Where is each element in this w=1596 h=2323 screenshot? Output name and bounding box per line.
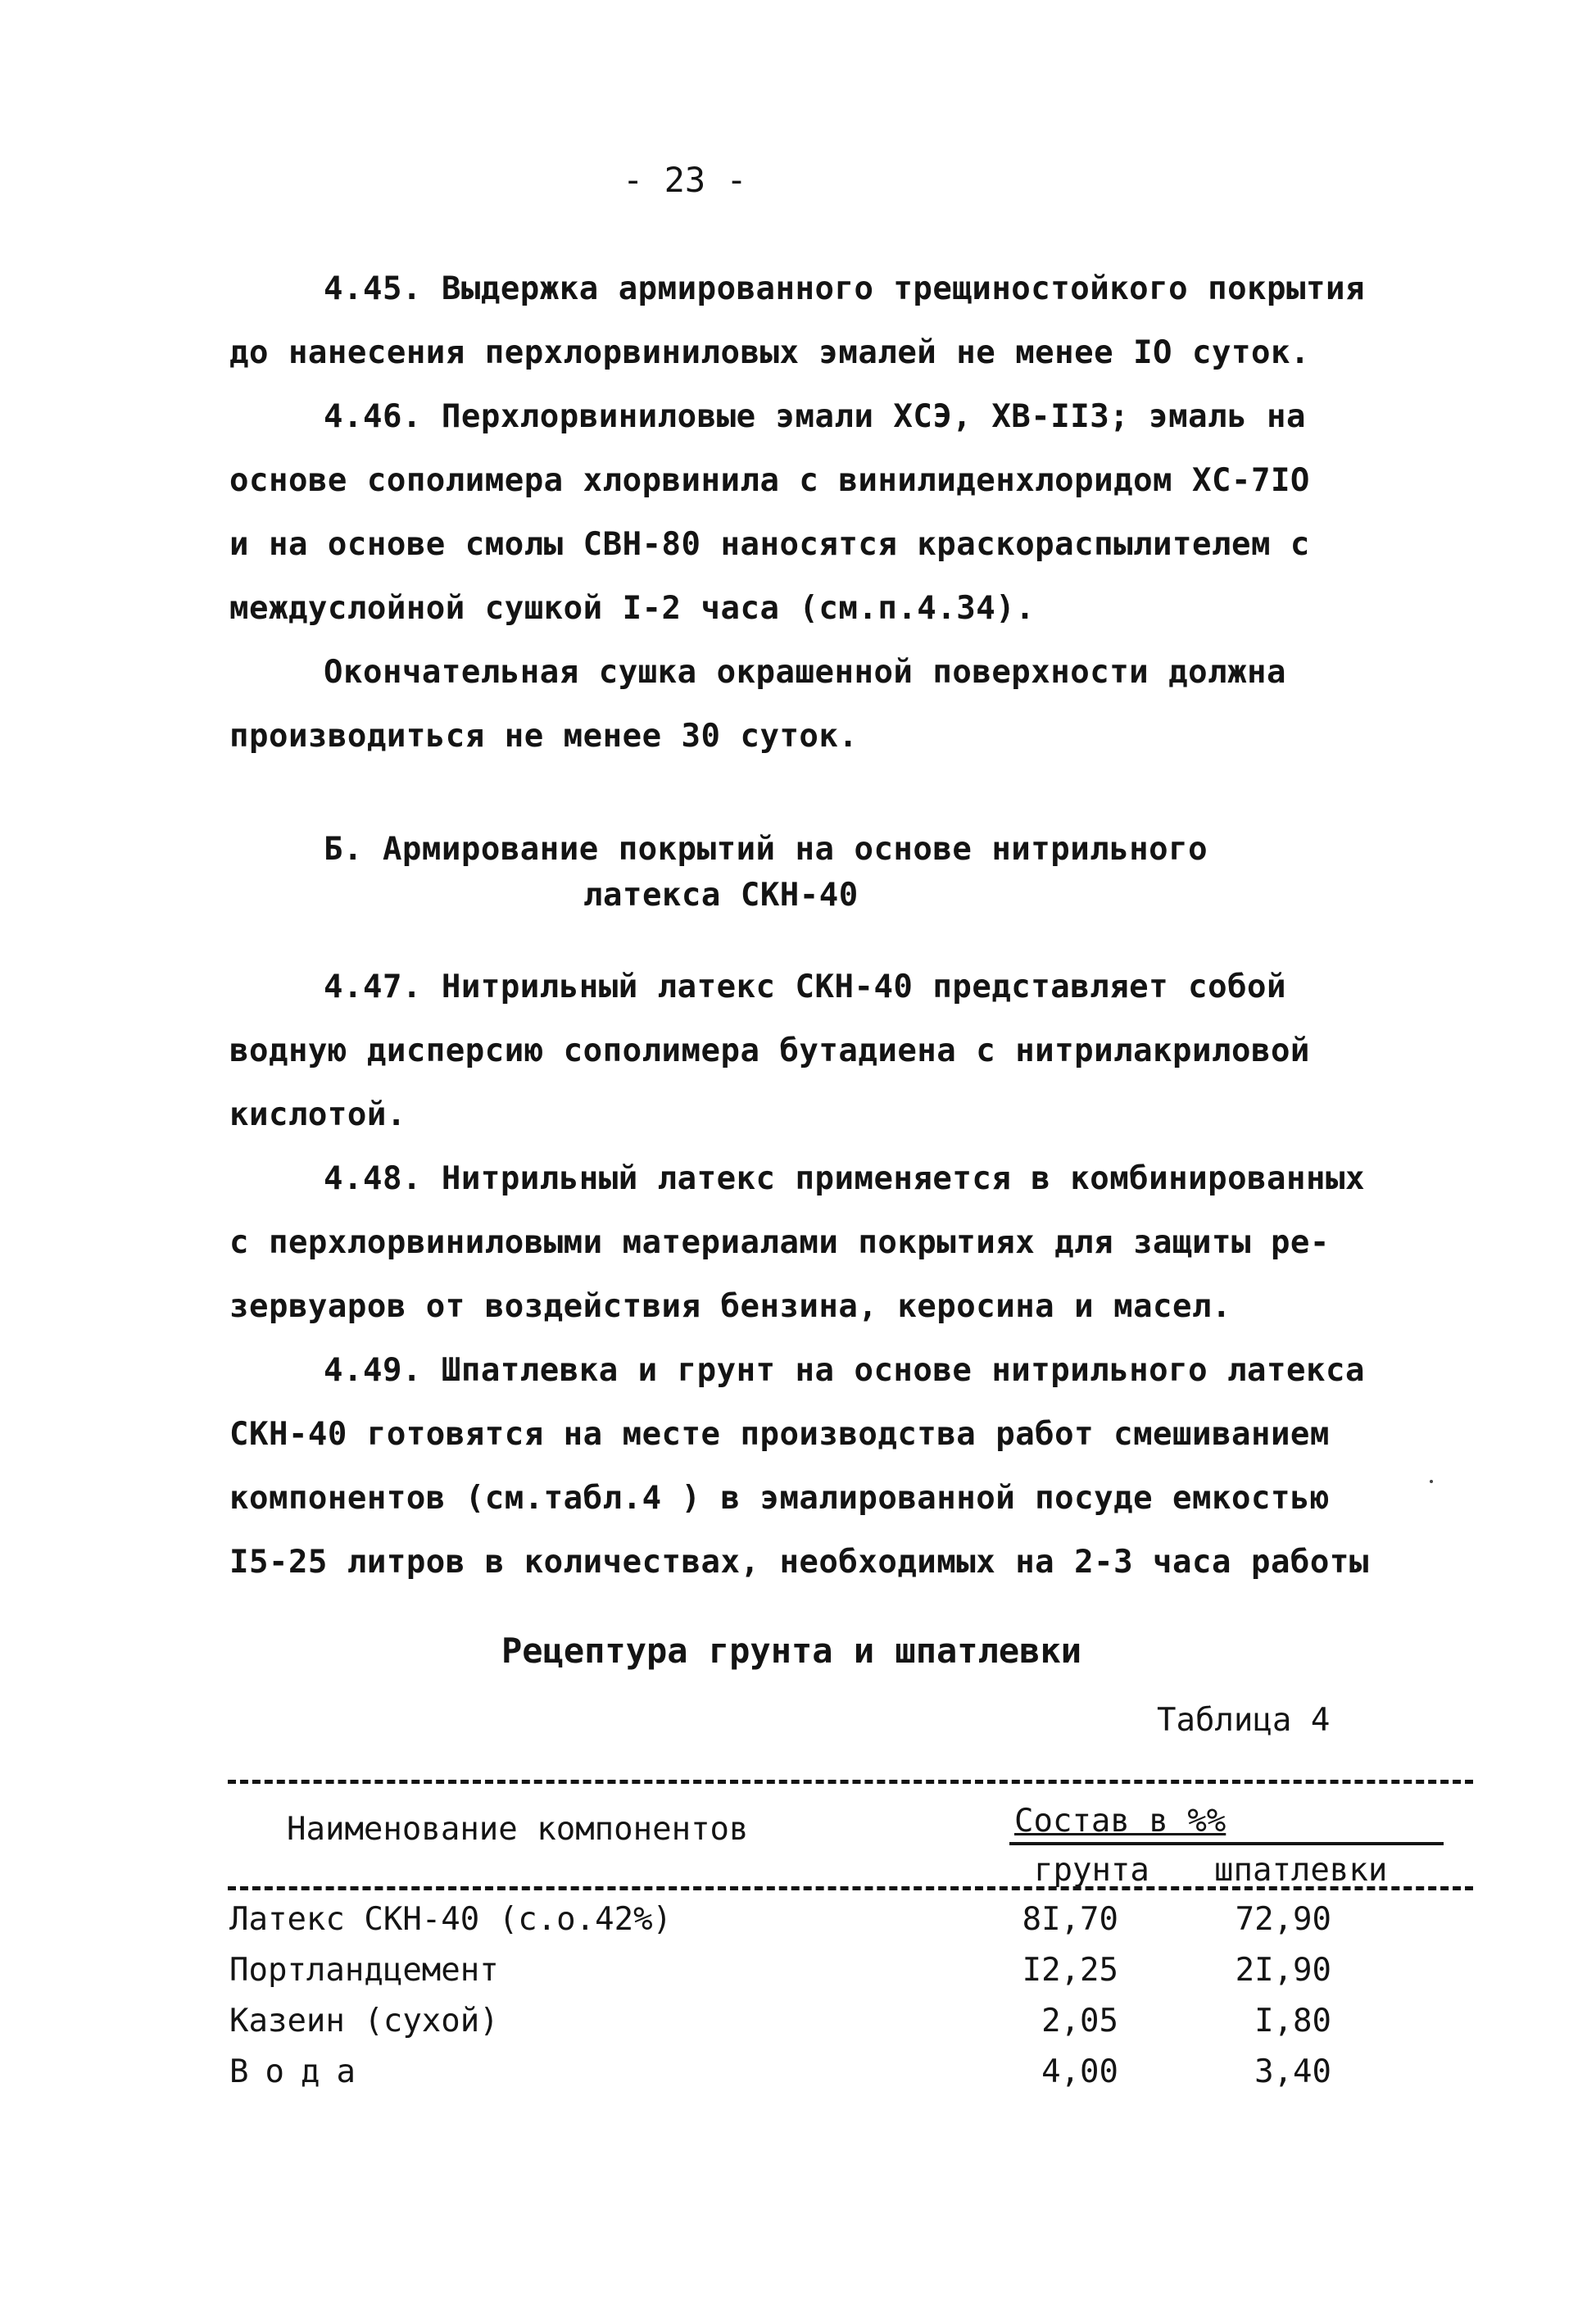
paragraph-4-46-line-2: основе сополимера хлорвинила с винилиденхлоридом ХС-7IO bbox=[229, 462, 1310, 499]
table-row-3-primer: 2,05 bbox=[1041, 2003, 1118, 2039]
table-row-4-name: Вода bbox=[229, 2053, 372, 2090]
paragraph-4-46-line-1: 4.46. Перхлорвиниловые эмали ХСЭ, ХВ-II3; эмаль на bbox=[324, 398, 1306, 435]
table-title: Рецептура грунта и шпатлевки bbox=[501, 1631, 1082, 1671]
paragraph-4-48-line-1: 4.48. Нитрильный латекс применяется в комбинированных bbox=[324, 1160, 1365, 1197]
page-number: - 23 - bbox=[623, 160, 747, 200]
paragraph-4-49-line-2: СКН-40 готовятся на месте производства работ смешиванием bbox=[229, 1416, 1330, 1453]
table-subheader-putty: шпатлевки bbox=[1214, 1852, 1388, 1889]
paragraph-4-47-line-1: 4.47. Нитрильный латекс СКН-40 представляет собой bbox=[324, 969, 1287, 1005]
table-row-4-putty: 3,40 bbox=[1254, 2053, 1331, 2090]
table-row-2-putty: 2I,90 bbox=[1235, 1952, 1331, 1989]
section-heading-b-line-1: Б. Армирование покрытий на основе нитрильного bbox=[324, 831, 1208, 868]
table-label: Таблица 4 bbox=[1157, 1702, 1331, 1739]
table-row-3-name: Казеин (сухой) bbox=[229, 2003, 499, 2039]
paragraph-4-46-line-3: и на основе смолы СВН-80 наносятся краскораспылителем с bbox=[229, 526, 1310, 563]
table-top-rule bbox=[228, 1780, 1473, 1784]
table-row-2-primer: I2,25 bbox=[1022, 1952, 1118, 1989]
paragraph-4-48-line-2: с перхлорвиниловыми материалами покрытиях для защиты ре- bbox=[229, 1224, 1330, 1261]
composition-header-underline bbox=[1009, 1842, 1444, 1845]
table-subheader-primer: грунта bbox=[1034, 1852, 1149, 1889]
table-header-component: Наименование компонентов bbox=[287, 1811, 749, 1848]
paragraph-4-49-line-3: компонентов (см.табл.4 ) в эмалированной посуде емкостью bbox=[229, 1480, 1330, 1517]
paragraph-4-49-line-1: 4.49. Шпатлевка и грунт на основе нитрильного латекса bbox=[324, 1352, 1365, 1389]
paragraph-4-48-line-3: зервуаров от воздействия бензина, керосина и масел. bbox=[229, 1288, 1231, 1325]
paragraph-4-46-line-4: междуслойной сушкой I-2 часа (см.п.4.34). bbox=[229, 590, 1036, 627]
table-row-4-primer: 4,00 bbox=[1041, 2053, 1118, 2090]
section-heading-b-line-2: латекса СКН-40 bbox=[583, 877, 859, 914]
table-row-2-name: Портландцемент bbox=[229, 1952, 499, 1989]
scan-speck bbox=[1430, 1480, 1433, 1483]
paragraph-4-47-line-2: водную дисперсию сополимера бутадиена с нитрилакриловой bbox=[229, 1032, 1310, 1069]
table-row-1-putty: 72,90 bbox=[1235, 1901, 1331, 1938]
paragraph-final-drying-line-1: Окончательная сушка окрашенной поверхности должна bbox=[324, 654, 1287, 691]
paragraph-4-49-line-4: I5-25 литров в количествах, необходимых на 2-3 часа работы bbox=[229, 1544, 1369, 1581]
table-header-rule bbox=[228, 1886, 1473, 1890]
table-header-composition: Состав в %% bbox=[1014, 1803, 1226, 1840]
paragraph-4-45-line-2: до нанесения перхлорвиниловых эмалей не менее IO суток. bbox=[229, 334, 1310, 371]
paragraph-4-45-line-1: 4.45. Выдержка армированного трещиностойкого покрытия bbox=[324, 270, 1365, 307]
paragraph-4-47-line-3: кислотой. bbox=[229, 1096, 406, 1133]
table-row-3-putty: I,80 bbox=[1254, 2003, 1331, 2039]
paragraph-final-drying-line-2: производиться не менее 30 суток. bbox=[229, 718, 859, 755]
table-row-1-name: Латекс СКН-40 (с.о.42%) bbox=[229, 1901, 673, 1938]
table-row-1-primer: 8I,70 bbox=[1022, 1901, 1118, 1938]
